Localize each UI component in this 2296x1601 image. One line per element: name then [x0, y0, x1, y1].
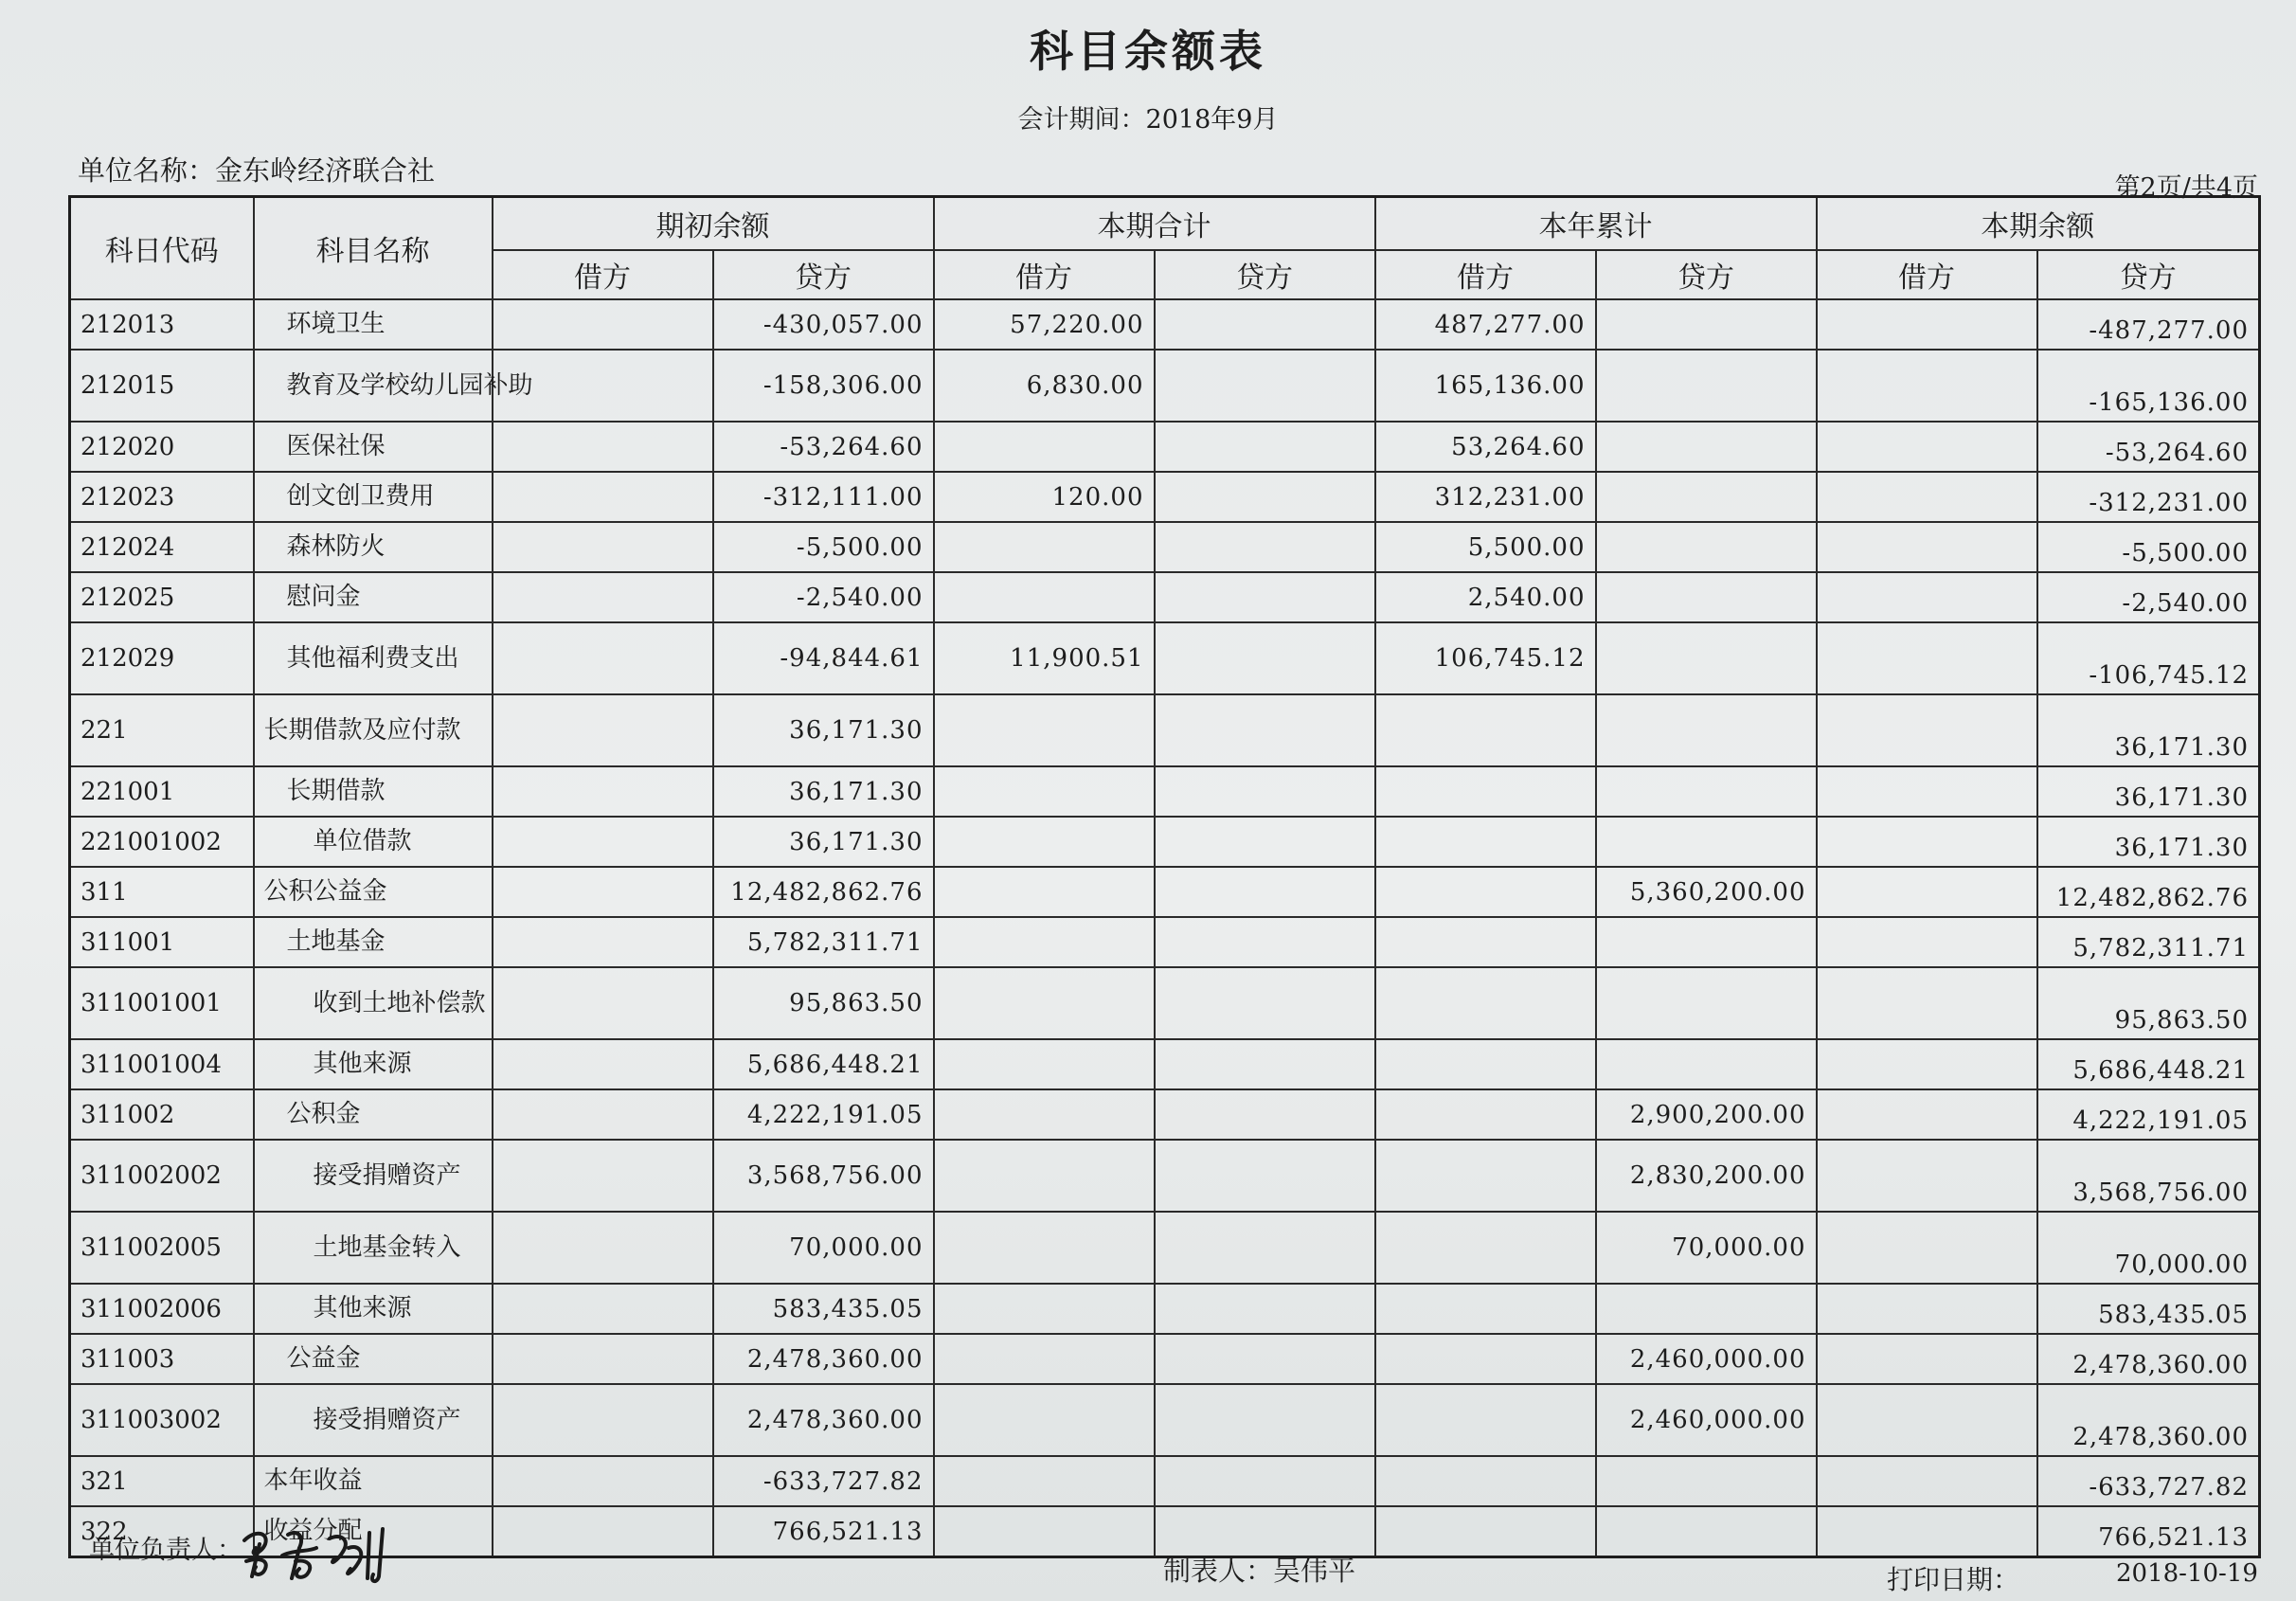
- amount-ytd-dr: 53,264.60: [1375, 422, 1596, 472]
- account-name: 收益分配: [254, 1506, 493, 1557]
- amount-open-cr: -633,727.82: [713, 1456, 934, 1506]
- amount-end-cr: 2,478,360.00: [2037, 1384, 2260, 1456]
- amount-end-cr: 95,863.50: [2037, 967, 2260, 1039]
- account-name: 其他来源: [254, 1039, 493, 1089]
- amount-cur-dr: [934, 1212, 1155, 1284]
- amount-cur-dr: [934, 817, 1155, 867]
- amount-open-dr: [493, 1456, 713, 1506]
- amount-open-cr: -312,111.00: [713, 472, 934, 522]
- account-name: 公益金: [254, 1334, 493, 1384]
- unit-name: 单位名称：金东岭经济联合社: [78, 154, 436, 187]
- amount-open-dr: [493, 817, 713, 867]
- amount-open-dr: [493, 967, 713, 1039]
- amount-cur-dr: 120.00: [934, 472, 1155, 522]
- amount-end-cr: 3,568,756.00: [2037, 1140, 2260, 1212]
- amount-ytd-cr: [1596, 422, 1817, 472]
- table-row: [70, 422, 2260, 472]
- amount-end-dr: [1817, 422, 2037, 472]
- amount-cur-dr: [934, 572, 1155, 622]
- amount-ytd-cr: [1596, 472, 1817, 522]
- amount-end-cr: 36,171.30: [2037, 766, 2260, 817]
- amount-cur-cr: [1155, 1334, 1375, 1384]
- amount-ytd-dr: [1375, 766, 1596, 817]
- account-code: 221: [70, 694, 254, 766]
- amount-end-dr: [1817, 350, 2037, 422]
- amount-end-dr: [1817, 1334, 2037, 1384]
- amount-cur-dr: [934, 1039, 1155, 1089]
- amount-open-dr: [493, 766, 713, 817]
- table-row: [70, 1140, 2260, 1212]
- amount-ytd-cr: [1596, 694, 1817, 766]
- account-code: 212029: [70, 622, 254, 694]
- amount-ytd-cr: [1596, 817, 1817, 867]
- amount-ytd-cr: [1596, 622, 1817, 694]
- amount-ytd-cr: [1596, 299, 1817, 350]
- amount-end-dr: [1817, 299, 2037, 350]
- amount-ytd-dr: [1375, 917, 1596, 967]
- account-name: 森林防火: [254, 522, 493, 572]
- amount-end-cr: -165,136.00: [2037, 350, 2260, 422]
- accounting-period: 会计期间：2018年9月: [1017, 105, 1279, 135]
- amount-open-cr: -53,264.60: [713, 422, 934, 472]
- amount-ytd-dr: [1375, 1456, 1596, 1506]
- amount-end-dr: [1817, 1284, 2037, 1334]
- table-row: [70, 817, 2260, 867]
- table-row: [70, 572, 2260, 622]
- amount-end-cr: -633,727.82: [2037, 1456, 2260, 1506]
- amount-ytd-dr: 5,500.00: [1375, 522, 1596, 572]
- amount-ytd-dr: 106,745.12: [1375, 622, 1596, 694]
- amount-cur-dr: 57,220.00: [934, 299, 1155, 350]
- amount-open-cr: 5,782,311.71: [713, 917, 934, 967]
- amount-open-cr: 36,171.30: [713, 817, 934, 867]
- table-body: [70, 299, 2260, 1557]
- amount-end-cr: 2,478,360.00: [2037, 1334, 2260, 1384]
- amount-end-dr: [1817, 694, 2037, 766]
- amount-open-cr: 766,521.13: [713, 1506, 934, 1557]
- col-header-debit: 借方: [493, 250, 713, 299]
- amount-ytd-dr: [1375, 1334, 1596, 1384]
- amount-end-dr: [1817, 1506, 2037, 1557]
- amount-cur-cr: [1155, 422, 1375, 472]
- amount-end-cr: 5,686,448.21: [2037, 1039, 2260, 1089]
- amount-ytd-cr: [1596, 1456, 1817, 1506]
- amount-cur-dr: [934, 1284, 1155, 1334]
- col-group-ytd: 本年累计: [1375, 197, 1817, 251]
- col-header-credit: 贷方: [1596, 250, 1817, 299]
- amount-ytd-cr: 5,360,200.00: [1596, 867, 1817, 917]
- account-name: 土地基金: [254, 917, 493, 967]
- amount-ytd-dr: [1375, 694, 1596, 766]
- amount-open-dr: [493, 572, 713, 622]
- amount-ytd-cr: 2,900,200.00: [1596, 1089, 1817, 1140]
- amount-open-cr: 5,686,448.21: [713, 1039, 934, 1089]
- amount-cur-cr: [1155, 867, 1375, 917]
- amount-end-cr: 766,521.13: [2037, 1506, 2260, 1557]
- amount-end-cr: 36,171.30: [2037, 694, 2260, 766]
- col-header-debit: 借方: [1817, 250, 2037, 299]
- amount-cur-dr: [934, 1334, 1155, 1384]
- table-row: [70, 1089, 2260, 1140]
- col-group-opening: 期初余额: [493, 197, 934, 251]
- amount-cur-cr: [1155, 817, 1375, 867]
- report-title: 科目余额表: [1030, 26, 1266, 77]
- account-code: 311002006: [70, 1284, 254, 1334]
- amount-cur-cr: [1155, 522, 1375, 572]
- table-row: [70, 967, 2260, 1039]
- amount-end-dr: [1817, 622, 2037, 694]
- amount-cur-dr: [934, 522, 1155, 572]
- amount-open-dr: [493, 1089, 713, 1140]
- amount-end-cr: -106,745.12: [2037, 622, 2260, 694]
- account-name: 公积金: [254, 1089, 493, 1140]
- amount-end-dr: [1817, 817, 2037, 867]
- amount-end-dr: [1817, 1039, 2037, 1089]
- account-code: 311003002: [70, 1384, 254, 1456]
- amount-ytd-cr: 2,830,200.00: [1596, 1140, 1817, 1212]
- col-header-credit: 贷方: [713, 250, 934, 299]
- amount-ytd-cr: [1596, 1284, 1817, 1334]
- amount-ytd-dr: [1375, 1089, 1596, 1140]
- col-header-debit: 借方: [934, 250, 1155, 299]
- amount-open-cr: -2,540.00: [713, 572, 934, 622]
- amount-ytd-cr: [1596, 766, 1817, 817]
- account-code: 311001004: [70, 1039, 254, 1089]
- account-code: 212015: [70, 350, 254, 422]
- account-code: 212023: [70, 472, 254, 522]
- amount-cur-cr: [1155, 1384, 1375, 1456]
- amount-end-cr: -2,540.00: [2037, 572, 2260, 622]
- account-code: 311001: [70, 917, 254, 967]
- amount-open-dr: [493, 1506, 713, 1557]
- amount-open-cr: 95,863.50: [713, 967, 934, 1039]
- amount-end-cr: 4,222,191.05: [2037, 1089, 2260, 1140]
- col-header-credit: 贷方: [1155, 250, 1375, 299]
- amount-cur-dr: 11,900.51: [934, 622, 1155, 694]
- amount-ytd-dr: 487,277.00: [1375, 299, 1596, 350]
- account-name: 接受捐赠资产: [254, 1140, 493, 1212]
- account-name: 环境卫生: [254, 299, 493, 350]
- amount-ytd-dr: [1375, 1212, 1596, 1284]
- amount-open-cr: -158,306.00: [713, 350, 934, 422]
- account-name: 创文创卫费用: [254, 472, 493, 522]
- amount-cur-cr: [1155, 1140, 1375, 1212]
- amount-open-dr: [493, 1039, 713, 1089]
- amount-open-cr: -94,844.61: [713, 622, 934, 694]
- amount-end-dr: [1817, 967, 2037, 1039]
- amount-cur-cr: [1155, 694, 1375, 766]
- amount-open-cr: -430,057.00: [713, 299, 934, 350]
- table-row: [70, 1334, 2260, 1384]
- amount-ytd-dr: [1375, 1039, 1596, 1089]
- amount-end-dr: [1817, 1212, 2037, 1284]
- table-row: [70, 622, 2260, 694]
- amount-open-dr: [493, 422, 713, 472]
- amount-open-dr: [493, 1284, 713, 1334]
- col-group-current: 本期合计: [934, 197, 1375, 251]
- table-row: [70, 917, 2260, 967]
- amount-open-cr: 36,171.30: [713, 694, 934, 766]
- amount-cur-cr: [1155, 1212, 1375, 1284]
- amount-open-dr: [493, 472, 713, 522]
- amount-end-dr: [1817, 1384, 2037, 1456]
- amount-end-cr: 583,435.05: [2037, 1284, 2260, 1334]
- amount-ytd-dr: [1375, 1140, 1596, 1212]
- amount-end-cr: -53,264.60: [2037, 422, 2260, 472]
- amount-cur-dr: [934, 967, 1155, 1039]
- amount-open-dr: [493, 1140, 713, 1212]
- amount-open-dr: [493, 1384, 713, 1456]
- col-group-ending: 本期余额: [1817, 197, 2260, 251]
- account-code: 212024: [70, 522, 254, 572]
- amount-open-dr: [493, 917, 713, 967]
- amount-end-dr: [1817, 1140, 2037, 1212]
- account-code: 212013: [70, 299, 254, 350]
- amount-cur-cr: [1155, 622, 1375, 694]
- amount-cur-dr: [934, 1089, 1155, 1140]
- table-row: [70, 1212, 2260, 1284]
- amount-cur-cr: [1155, 1456, 1375, 1506]
- table-row: [70, 766, 2260, 817]
- print-date-label: 打印日期：: [1887, 1564, 2020, 1595]
- amount-open-dr: [493, 522, 713, 572]
- amount-ytd-cr: [1596, 572, 1817, 622]
- amount-end-cr: -312,231.00: [2037, 472, 2260, 522]
- amount-ytd-cr: [1596, 917, 1817, 967]
- page-number: 第2页/共4页: [2114, 173, 2258, 203]
- amount-ytd-dr: 2,540.00: [1375, 572, 1596, 622]
- amount-end-cr: 36,171.30: [2037, 817, 2260, 867]
- amount-cur-dr: [934, 867, 1155, 917]
- amount-cur-cr: [1155, 572, 1375, 622]
- amount-end-cr: -5,500.00: [2037, 522, 2260, 572]
- amount-open-cr: 36,171.30: [713, 766, 934, 817]
- col-header-debit: 借方: [1375, 250, 1596, 299]
- amount-end-dr: [1817, 1089, 2037, 1140]
- amount-open-cr: 2,478,360.00: [713, 1384, 934, 1456]
- amount-cur-cr: [1155, 350, 1375, 422]
- account-name: 慰问金: [254, 572, 493, 622]
- amount-cur-cr: [1155, 917, 1375, 967]
- account-code: 221001002: [70, 817, 254, 867]
- amount-end-dr: [1817, 766, 2037, 817]
- col-header-name: 科目名称: [254, 197, 493, 300]
- amount-cur-cr: [1155, 1089, 1375, 1140]
- account-code: 311002005: [70, 1212, 254, 1284]
- table-row: [70, 522, 2260, 572]
- col-header-code: 科日代码: [70, 197, 254, 300]
- amount-ytd-cr: [1596, 350, 1817, 422]
- amount-end-dr: [1817, 522, 2037, 572]
- account-name: 土地基金转入: [254, 1212, 493, 1284]
- table-row: [70, 472, 2260, 522]
- amount-cur-dr: [934, 422, 1155, 472]
- balance-table: [68, 195, 2261, 1558]
- amount-ytd-cr: [1596, 1506, 1817, 1557]
- table-row: [70, 694, 2260, 766]
- amount-end-cr: -487,277.00: [2037, 299, 2260, 350]
- amount-ytd-dr: [1375, 967, 1596, 1039]
- amount-ytd-cr: 2,460,000.00: [1596, 1334, 1817, 1384]
- table-row: [70, 1456, 2260, 1506]
- account-code: 311003: [70, 1334, 254, 1384]
- print-date: 2018-10-19: [2116, 1559, 2258, 1588]
- table-row: [70, 1384, 2260, 1456]
- amount-cur-cr: [1155, 472, 1375, 522]
- amount-end-dr: [1817, 867, 2037, 917]
- account-code: 221001: [70, 766, 254, 817]
- amount-open-cr: -5,500.00: [713, 522, 934, 572]
- amount-ytd-dr: [1375, 1284, 1596, 1334]
- amount-open-cr: 2,478,360.00: [713, 1334, 934, 1384]
- amount-cur-dr: [934, 1140, 1155, 1212]
- table-row: [70, 350, 2260, 422]
- account-name: 长期借款: [254, 766, 493, 817]
- table-row: [70, 1039, 2260, 1089]
- table-row: [70, 1284, 2260, 1334]
- amount-ytd-dr: [1375, 1506, 1596, 1557]
- amount-open-dr: [493, 867, 713, 917]
- amount-open-cr: 70,000.00: [713, 1212, 934, 1284]
- responsible-label: 单位负责人：: [89, 1536, 242, 1565]
- account-name: 接受捐赠资产: [254, 1384, 493, 1456]
- amount-cur-dr: [934, 694, 1155, 766]
- account-code: 311: [70, 867, 254, 917]
- amount-end-cr: 70,000.00: [2037, 1212, 2260, 1284]
- amount-open-dr: [493, 694, 713, 766]
- amount-end-dr: [1817, 1456, 2037, 1506]
- table-row: [70, 867, 2260, 917]
- account-code: 311002: [70, 1089, 254, 1140]
- amount-ytd-dr: [1375, 817, 1596, 867]
- amount-ytd-cr: [1596, 967, 1817, 1039]
- amount-open-cr: 12,482,862.76: [713, 867, 934, 917]
- account-code: 311001001: [70, 967, 254, 1039]
- amount-cur-dr: [934, 1456, 1155, 1506]
- amount-ytd-cr: 70,000.00: [1596, 1212, 1817, 1284]
- amount-cur-cr: [1155, 1284, 1375, 1334]
- account-name: 收到土地补偿款: [254, 967, 493, 1039]
- amount-cur-cr: [1155, 967, 1375, 1039]
- amount-cur-dr: [934, 1384, 1155, 1456]
- account-name: 教育及学校幼儿园补助: [254, 350, 493, 422]
- amount-cur-dr: [934, 766, 1155, 817]
- amount-open-dr: [493, 622, 713, 694]
- amount-ytd-cr: 2,460,000.00: [1596, 1384, 1817, 1456]
- amount-ytd-cr: [1596, 522, 1817, 572]
- amount-ytd-cr: [1596, 1039, 1817, 1089]
- amount-open-dr: [493, 1212, 713, 1284]
- handwritten-signature: [237, 1520, 417, 1588]
- amount-end-cr: 5,782,311.71: [2037, 917, 2260, 967]
- amount-end-cr: 12,482,862.76: [2037, 867, 2260, 917]
- account-code: 212025: [70, 572, 254, 622]
- amount-cur-cr: [1155, 1039, 1375, 1089]
- account-name: 单位借款: [254, 817, 493, 867]
- amount-open-dr: [493, 299, 713, 350]
- amount-cur-cr: [1155, 299, 1375, 350]
- amount-open-dr: [493, 1334, 713, 1384]
- account-name: 其他福利费支出: [254, 622, 493, 694]
- amount-cur-dr: 6,830.00: [934, 350, 1155, 422]
- amount-end-dr: [1817, 917, 2037, 967]
- account-name: 其他来源: [254, 1284, 493, 1334]
- account-name: 长期借款及应付款: [254, 694, 493, 766]
- amount-ytd-dr: 165,136.00: [1375, 350, 1596, 422]
- amount-open-cr: 583,435.05: [713, 1284, 934, 1334]
- amount-cur-dr: [934, 1506, 1155, 1557]
- account-code: 311002002: [70, 1140, 254, 1212]
- amount-end-dr: [1817, 472, 2037, 522]
- amount-cur-cr: [1155, 766, 1375, 817]
- amount-ytd-dr: [1375, 1384, 1596, 1456]
- account-name: 医保社保: [254, 422, 493, 472]
- amount-open-cr: 4,222,191.05: [713, 1089, 934, 1140]
- account-code: 321: [70, 1456, 254, 1506]
- amount-cur-dr: [934, 917, 1155, 967]
- account-code: 322: [70, 1506, 254, 1557]
- account-name: 本年收益: [254, 1456, 493, 1506]
- amount-ytd-dr: [1375, 867, 1596, 917]
- account-name: 公积公益金: [254, 867, 493, 917]
- table-row: [70, 299, 2260, 350]
- account-code: 212020: [70, 422, 254, 472]
- preparer: 制表人：吴伟平: [1163, 1555, 1356, 1587]
- amount-end-dr: [1817, 572, 2037, 622]
- col-header-credit: 贷方: [2037, 250, 2260, 299]
- amount-open-cr: 3,568,756.00: [713, 1140, 934, 1212]
- amount-ytd-dr: 312,231.00: [1375, 472, 1596, 522]
